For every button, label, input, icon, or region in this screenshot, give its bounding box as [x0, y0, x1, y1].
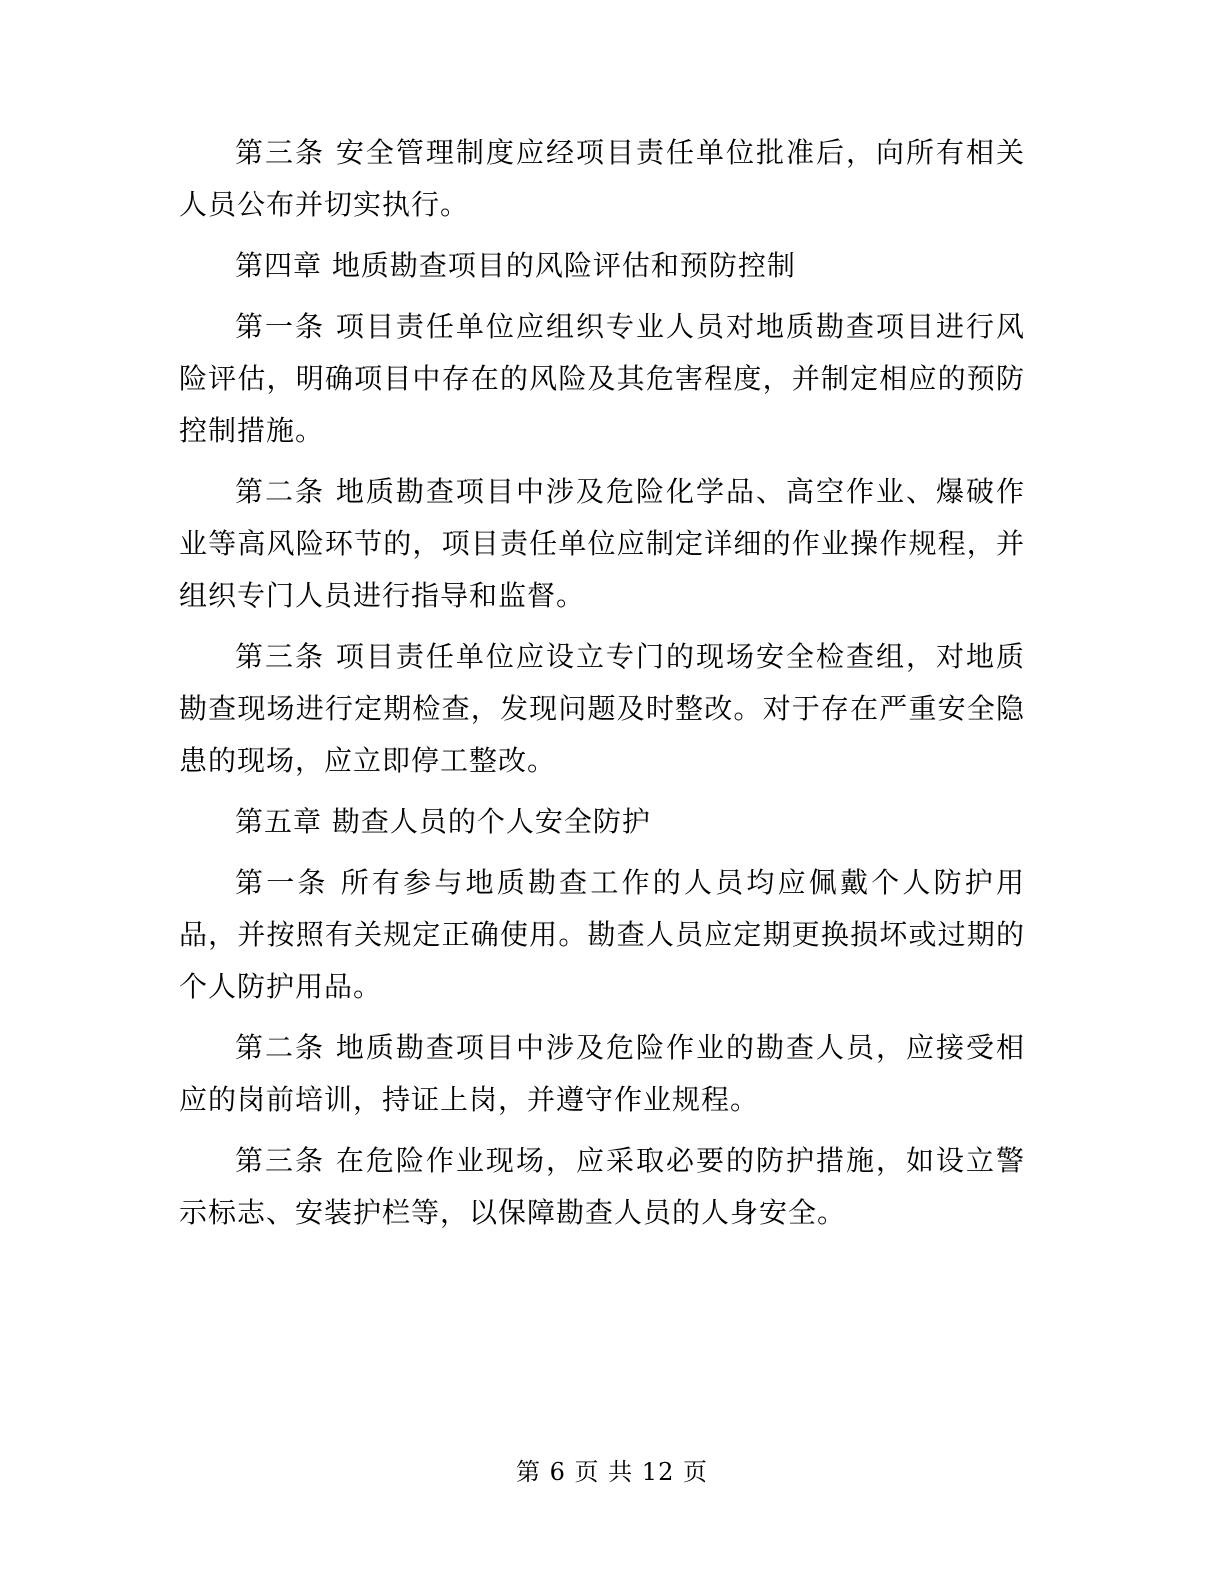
- page-number-label: 第 6 页 共 12 页: [516, 1458, 708, 1486]
- article-paragraph: 第二条 地质勘查项目中涉及危险作业的勘查人员，应接受相应的岗前培训，持证上岗，并遵守作业规程。: [179, 1031, 1025, 1116]
- article-paragraph: 第三条 在危险作业现场，应采取必要的防护措施，如设立警示标志、安装护栏等，以保障勘查人员的人身安全。: [179, 1144, 1025, 1229]
- article-paragraph: 第一条 所有参与地质勘查工作的人员均应佩戴个人防护用品，并按照有关规定正确使用。勘查人员应定期更换损坏或过期的个人防护用品。: [179, 866, 1025, 1003]
- chapter-heading: 第五章 勘查人员的个人安全防护: [235, 805, 651, 838]
- article-paragraph: 第一条 项目责任单位应组织专业人员对地质勘查项目进行风险评估，明确项目中存在的风险及其危害程度，并制定相应的预防控制措施。: [179, 310, 1025, 447]
- article-paragraph: 第三条 安全管理制度应经项目责任单位批准后，向所有相关人员公布并切实执行。: [179, 136, 1025, 221]
- page-footer: [0, 1454, 1224, 1490]
- document-body: [179, 127, 1025, 1248]
- chapter-heading: 第四章 地质勘查项目的风险评估和预防控制: [235, 249, 796, 282]
- article-paragraph: 第三条 项目责任单位应设立专门的现场安全检查组，对地质勘查现场进行定期检查，发现问题及时整改。对于存在严重安全隐患的现场，应立即停工整改。: [179, 640, 1025, 777]
- article-paragraph: 第二条 地质勘查项目中涉及危险化学品、高空作业、爆破作业等高风险环节的，项目责任单位应制定详细的作业操作规程，并组织专门人员进行指导和监督。: [179, 475, 1025, 612]
